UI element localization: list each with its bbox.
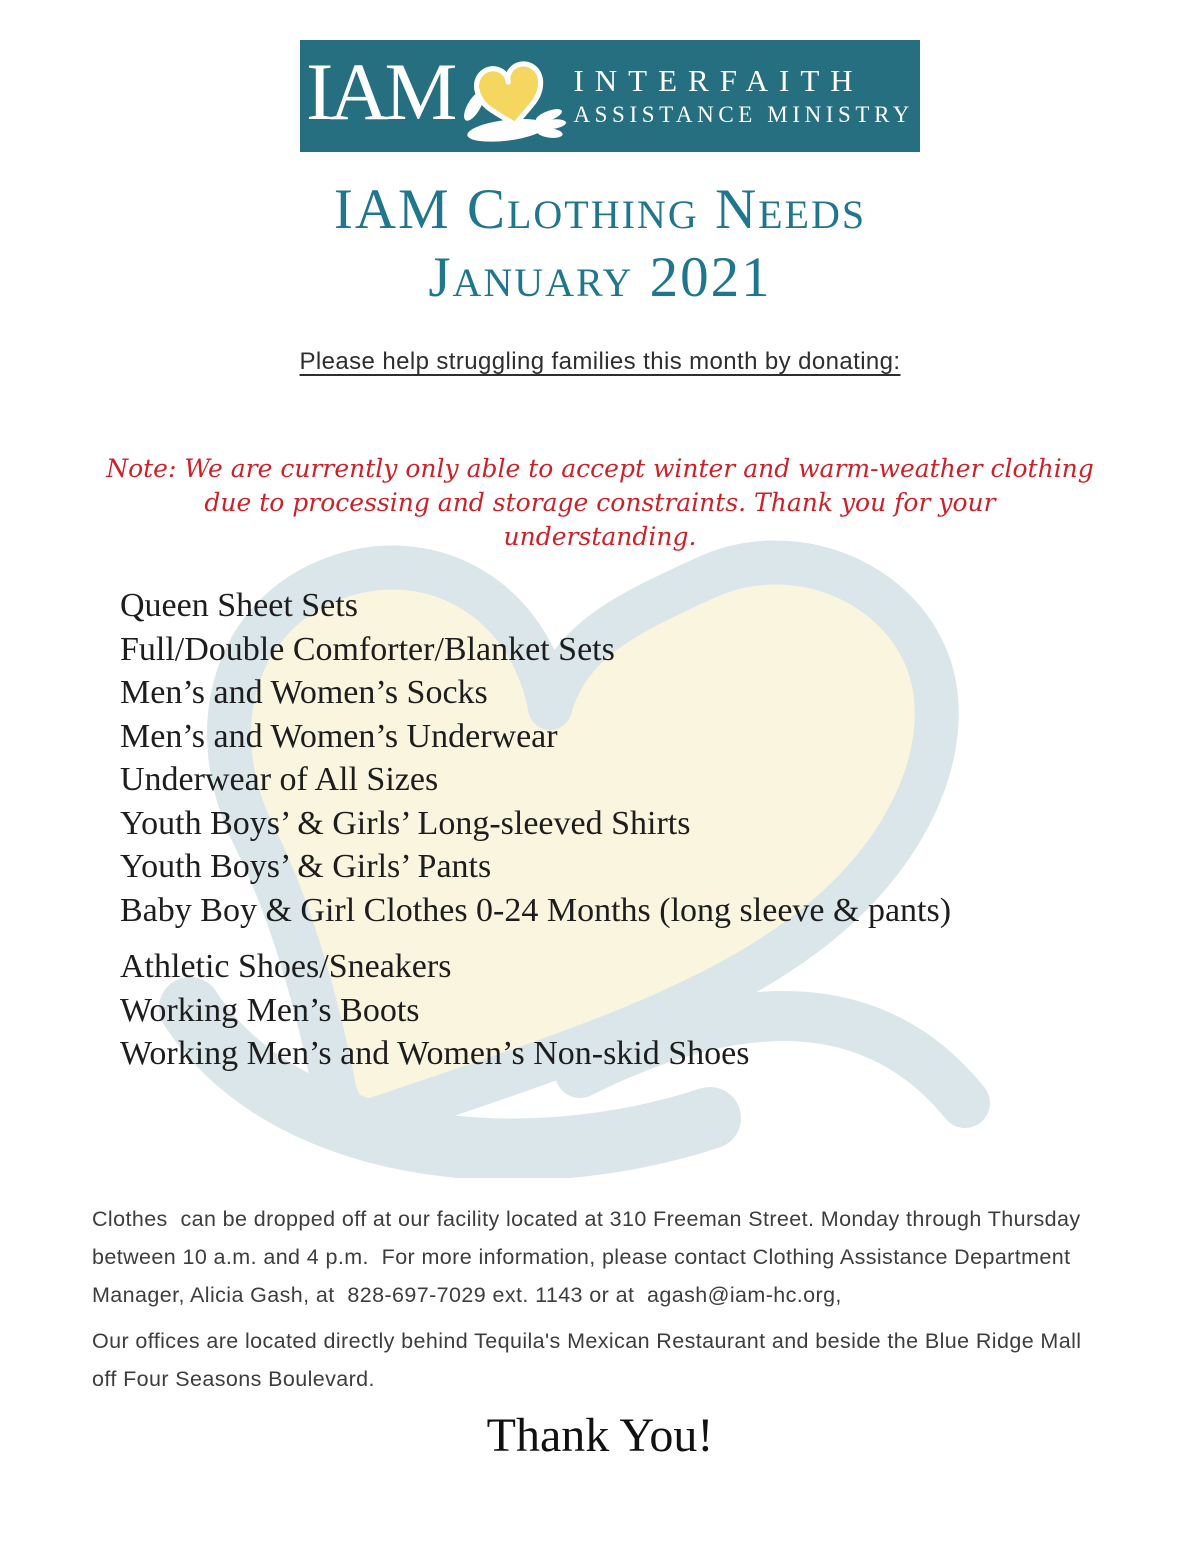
list-item: Working Men’s and Women’s Non-skid Shoes (120, 1035, 750, 1072)
logo-banner (300, 40, 920, 152)
list-item: Youth Boys’ & Girls’ Pants (120, 848, 492, 885)
page-title (0, 176, 1200, 313)
org-name-line2: ASSISTANCE MINISTRY (573, 101, 914, 127)
donation-callout (0, 348, 1200, 376)
list-item: Youth Boys’ & Girls’ Long-sleeved Shirts (120, 804, 691, 842)
list-item: Athletic Shoes/Sneakers (120, 948, 452, 985)
org-name-line1: INTERFAITH (573, 63, 864, 99)
org-name (573, 65, 914, 127)
list-item: Baby Boy & Girl Clothes 0-24 Months (long sleeve & pants) (120, 891, 952, 929)
list-item: Men’s and Women’s Socks (120, 674, 488, 711)
page-title-line1: IAM Clothing Needs (333, 178, 867, 241)
needs-group-shoes (120, 945, 951, 1076)
list-item: Full/Double Comforter/Blanket Sets (120, 630, 615, 668)
heart-in-hand-icon (455, 52, 567, 144)
office-location-info: Our offices are located directly behind Tequila's Mexican Restaurant and beside the Blue Ridge Mall off Four Seasons Boulevard. (92, 1329, 1088, 1391)
donation-callout-text: Please help struggling families this month by donating: (299, 348, 901, 375)
dropoff-contact-info: Clothes can be dropped off at our facility located at 310 Freeman Street. Monday through Thursday between 10 a.m. and 4 p.m. For more information, please contact Clothing Assistance Department Manager, Alicia Gash, at 828-697-7029 ext. 1143 or at agash@iam-hc.org, (92, 1207, 1087, 1307)
list-item: Men’s and Women’s Underwear (120, 717, 558, 755)
thank-you-text: Thank You! (486, 1409, 714, 1462)
needs-group-clothing (120, 584, 951, 932)
list-item: Working Men’s Boots (120, 991, 420, 1029)
logo-acronym: IAM (306, 46, 454, 137)
needs-list (120, 584, 951, 1076)
page-title-line2: January 2021 (428, 246, 772, 310)
acceptance-note: Note: We are currently only able to accept winter and warm-weather clothing due to processing and storage constraints. Thank you for your understanding. (106, 454, 1094, 551)
list-item: Underwear of All Sizes (120, 761, 439, 798)
list-item: Queen Sheet Sets (120, 587, 358, 624)
